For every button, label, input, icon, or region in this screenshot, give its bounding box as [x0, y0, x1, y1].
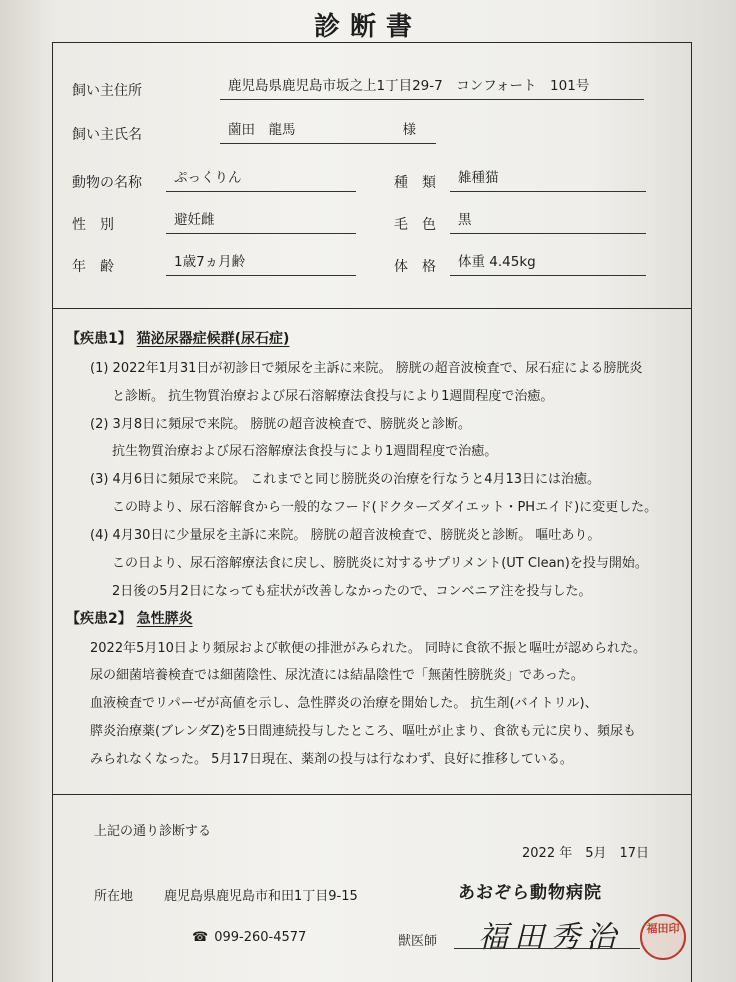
age-value: 1歳7ヵ月齢	[166, 252, 356, 276]
owner-name: 薗田 龍馬	[228, 122, 296, 138]
clinic-name: あおぞら動物病院	[458, 883, 602, 903]
disease2-line: 膵炎治療薬(ブレンダZ)を5日間連続投与したところ、嘔吐が止まり、食欲も元に戻り、頻尿も	[90, 724, 636, 739]
disease1-heading	[66, 328, 289, 348]
vet-label: 獣医師	[398, 934, 438, 949]
sex-label: 性 別	[72, 217, 114, 233]
owner-address-label: 飼い主住所	[72, 83, 142, 99]
age-label: 年 齢	[72, 259, 114, 275]
disease1-line: (4) 4月30日に少量尿を主訴に来院。 膀胱の超音波検査で、膀胱炎と診断。 嘔吐あり。	[90, 528, 601, 543]
color-value: 黒	[450, 210, 646, 234]
species-value: 雑種猫	[450, 168, 646, 192]
disease2-line: みられなくなった。 5月17日現在、薬剤の投与は行なわず、良好に推移している。	[90, 752, 573, 767]
build-label: 体 格	[394, 259, 436, 275]
section-divider-top	[52, 308, 692, 309]
vet-signature: 福田秀治	[478, 920, 622, 955]
disease1-line: 2日後の5月2日になっても症状が改善しなかったので、コンベニア注を投与した。	[112, 584, 592, 599]
build-value: 体重 4.45kg	[450, 252, 646, 276]
phone-row	[192, 930, 306, 945]
disease2-line: 2022年5月10日より頻尿および軟便の排泄がみられた。 同時に食欲不振と嘔吐が認められた。	[90, 641, 647, 656]
phone-icon: ☎	[192, 930, 209, 945]
owner-honorific: 様	[402, 122, 416, 138]
disease1-line: この日より、尿石溶解療法食に戻し、膀胱炎に対するサプリメント(UT Clean)を投与開始。	[112, 556, 648, 571]
location-label: 所在地	[94, 889, 134, 904]
location-value: 鹿児島県鹿児島市和田1丁目9-15	[164, 889, 358, 904]
document-title: 診断書	[313, 12, 422, 42]
clinic-seal: 福田印	[640, 914, 686, 960]
disease2-name: 急性膵炎	[136, 611, 193, 627]
disease1-line: と診断。 抗生物質治療および尿石溶解療法食投与により1週間程度で治癒。	[112, 389, 554, 404]
owner-address-value: 鹿児島県鹿児島市坂之上1丁目29-7 コンフォート 101号	[220, 76, 644, 100]
species-label: 種 類	[394, 175, 436, 191]
disease2-header: 【疾患2】	[66, 611, 132, 627]
sex-value: 避妊雌	[166, 210, 356, 234]
signature-line	[454, 948, 640, 949]
disease1-header: 【疾患1】	[66, 331, 132, 347]
disease1-line: この時より、尿石溶解食から一般的なフード(ドクターズダイエット・PHエイド)に変更した。	[112, 500, 658, 515]
disease2-heading	[66, 608, 193, 628]
animal-name-label: 動物の名称	[72, 175, 142, 191]
section-divider-bottom	[52, 794, 692, 795]
color-label: 毛 色	[394, 217, 436, 233]
disease2-line: 尿の細菌培養検査では細菌陰性、尿沈渣には結晶陰性で「無菌性膀胱炎」であった。	[90, 668, 584, 683]
owner-name-value	[220, 120, 436, 144]
disease1-line: (3) 4月6日に頻尿で来院。 これまでと同じ膀胱炎の治療を行なうと4月13日には治癒。	[90, 472, 601, 487]
disease2-line: 血液検査でリパーゼが高値を示し、急性膵炎の治療を開始した。 抗生剤(バイトリル)、	[90, 696, 598, 711]
diagnosis-statement: 上記の通り診断する	[94, 824, 212, 839]
animal-name-value: ぷっくりん	[166, 168, 356, 192]
phone-number: 099-260-4577	[214, 930, 307, 945]
owner-name-label: 飼い主氏名	[72, 127, 142, 143]
disease1-line: (2) 3月8日に頻尿で来院。 膀胱の超音波検査で、膀胱炎と診断。	[90, 417, 471, 432]
disease1-name: 猫泌尿器症候群(尿石症)	[136, 331, 290, 347]
issue-date: 2022 年 5月 17日	[522, 846, 650, 861]
disease1-line: (1) 2022年1月31日が初診日で頻尿を主訴に来院。 膀胱の超音波検査で、尿石症による膀胱炎	[90, 361, 643, 376]
disease1-line: 抗生物質治療および尿石溶解療法食投与により1週間程度で治癒。	[112, 444, 498, 459]
